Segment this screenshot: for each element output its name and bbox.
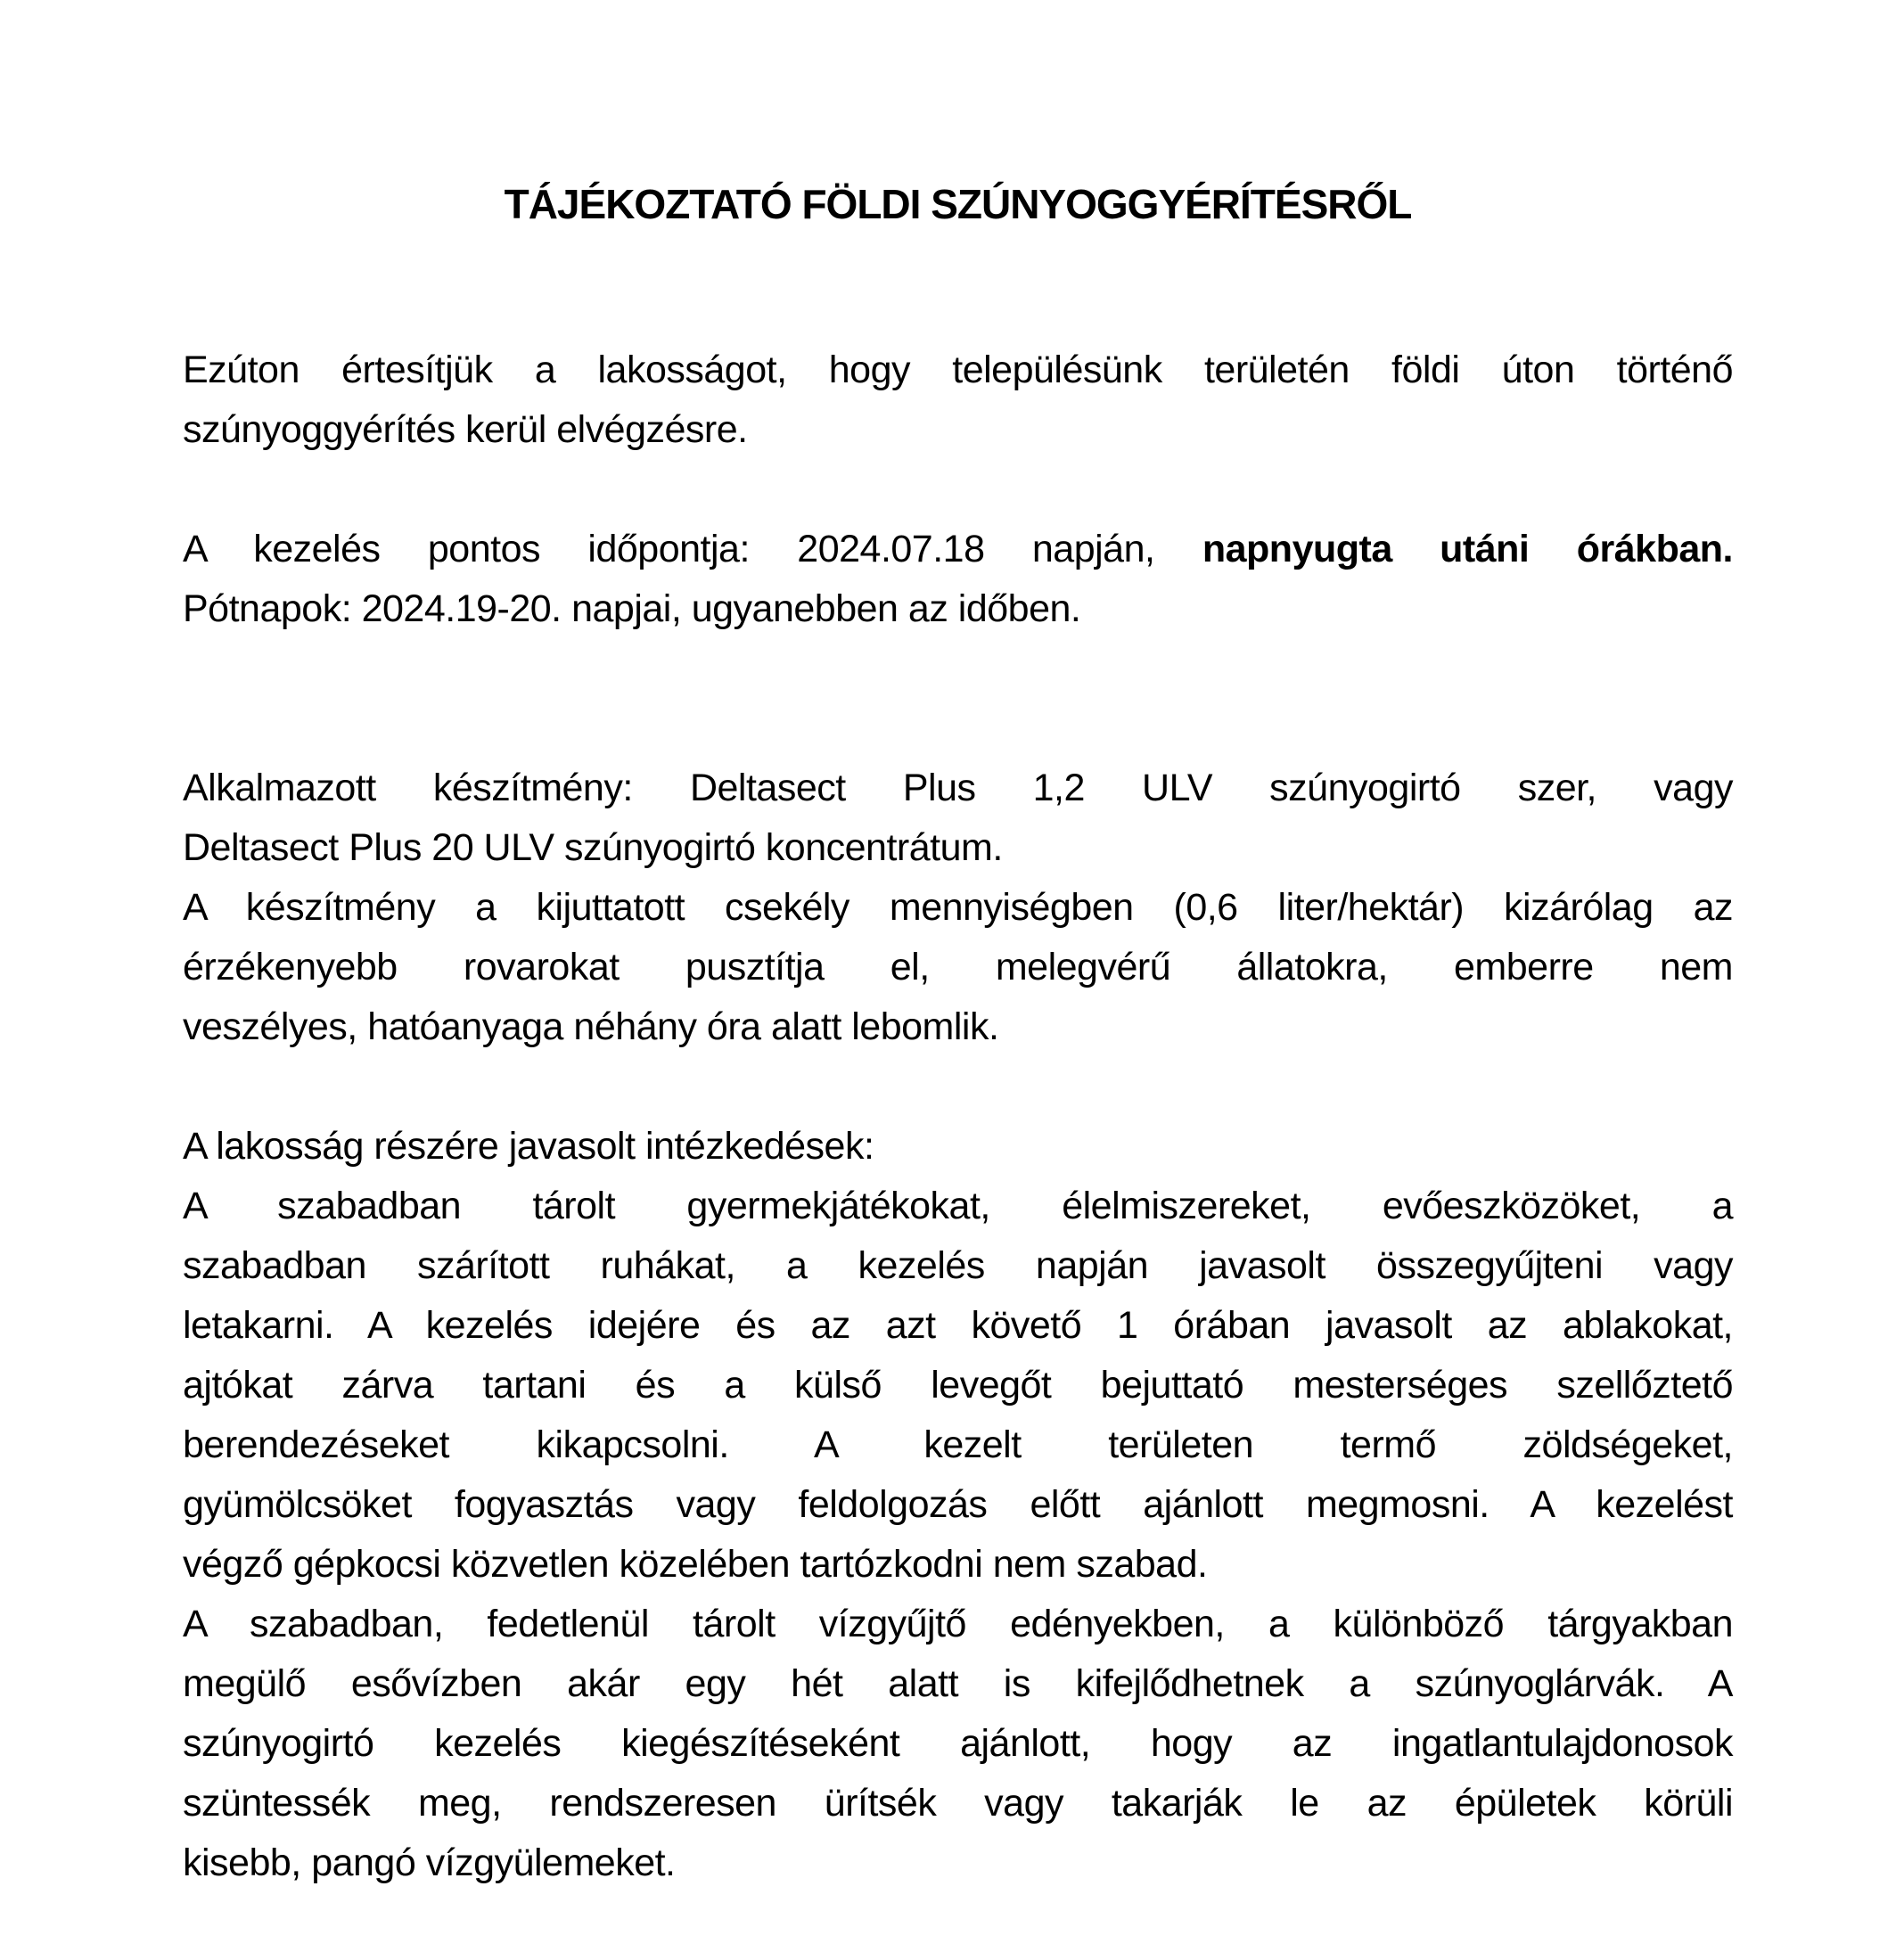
text-line	[183, 400, 1733, 460]
text-segment: veszélyes, hatóanyaga néhány óra alatt lebomlik.	[183, 1005, 999, 1048]
text-line	[183, 340, 1733, 400]
paragraph	[183, 340, 1733, 460]
text-segment: szüntessék meg, rendszeresen ürítsék vagy takarják le az épületek körüli	[183, 1782, 1733, 1825]
paragraph	[183, 1117, 1733, 1177]
text-line	[183, 1833, 1733, 1893]
text-segment: A készítmény a kijuttatott csekély mennyiségben (0,6 liter/hektár) kizárólag az	[183, 886, 1733, 929]
text-line	[183, 1117, 1733, 1177]
text-line	[183, 938, 1733, 997]
paragraph	[183, 878, 1733, 1057]
text-segment: Pótnapok: 2024.19-20. napjai, ugyanebben az időben.	[183, 587, 1081, 630]
text-line	[183, 1535, 1733, 1595]
text-line	[183, 1296, 1733, 1356]
text-line	[183, 997, 1733, 1057]
document-title: TÁJÉKOZTATÓ FÖLDI SZÚNYOGGYÉRÍTÉSRŐL	[504, 181, 1412, 227]
text-line	[183, 759, 1733, 818]
text-segment: A kezelés pontos időpontja: 2024.07.18 napján,	[183, 528, 1202, 570]
text-line	[183, 579, 1733, 639]
text-segment: A szabadban tárolt gyermekjátékokat, élelmiszereket, evőeszközöket, a	[183, 1185, 1733, 1227]
text-segment: A lakosság részére javasolt intézkedések:	[183, 1125, 874, 1168]
document-body	[183, 340, 1733, 1893]
text-line	[183, 1236, 1733, 1296]
text-line	[183, 878, 1733, 938]
text-segment: szúnyogirtó kezelés kiegészítéseként ajánlott, hogy az ingatlantulajdonosok	[183, 1722, 1733, 1765]
text-line	[183, 1774, 1733, 1833]
text-segment: kisebb, pangó vízgyülemeket.	[183, 1841, 676, 1884]
paragraph	[183, 1177, 1733, 1595]
text-line	[183, 1177, 1733, 1236]
text-line	[183, 1475, 1733, 1535]
text-line	[183, 1654, 1733, 1714]
paragraph	[183, 759, 1733, 878]
paragraph	[183, 520, 1733, 639]
paragraph	[183, 1595, 1733, 1893]
text-segment: szabadban szárított ruhákat, a kezelés napján javasolt összegyűjteni vagy	[183, 1244, 1733, 1287]
text-segment: szúnyoggyérítés kerül elvégzésre.	[183, 408, 748, 451]
text-segment: A szabadban, fedetlenül tárolt vízgyűjtő edényekben, a különböző tárgyakban	[183, 1603, 1733, 1645]
text-line	[183, 818, 1733, 878]
text-segment: Alkalmazott készítmény: Deltasect Plus 1,2 ULV szúnyogirtó szer, vagy	[183, 767, 1733, 809]
text-segment: Ezúton értesítjük a lakosságot, hogy településünk területén földi úton történő	[183, 349, 1733, 391]
bold-text: napnyugta utáni órákban.	[1202, 528, 1733, 570]
text-line	[183, 1415, 1733, 1475]
text-line	[183, 1714, 1733, 1774]
text-segment: végző gépkocsi közvetlen közelében tartózkodni nem szabad.	[183, 1543, 1208, 1586]
text-segment: ajtókat zárva tartani és a külső levegőt bejuttató mesterséges szellőztető	[183, 1364, 1733, 1407]
text-line	[183, 1356, 1733, 1415]
text-segment: megülő esővízben akár egy hét alatt is kifejlődhetnek a szúnyoglárvák. A	[183, 1662, 1733, 1705]
text-segment: letakarni. A kezelés idejére és az azt követő 1 órában javasolt az ablakokat,	[183, 1304, 1733, 1347]
text-segment: berendezéseket kikapcsolni. A kezelt területen termő zöldségeket,	[183, 1423, 1733, 1466]
text-line	[183, 1595, 1733, 1654]
text-line	[183, 520, 1733, 579]
text-segment: gyümölcsöket fogyasztás vagy feldolgozás előtt ajánlott megmosni. A kezelést	[183, 1483, 1733, 1526]
text-segment: Deltasect Plus 20 ULV szúnyogirtó koncentrátum.	[183, 826, 1003, 869]
text-segment: érzékenyebb rovarokat pusztítja el, melegvérű állatokra, emberre nem	[183, 946, 1733, 988]
